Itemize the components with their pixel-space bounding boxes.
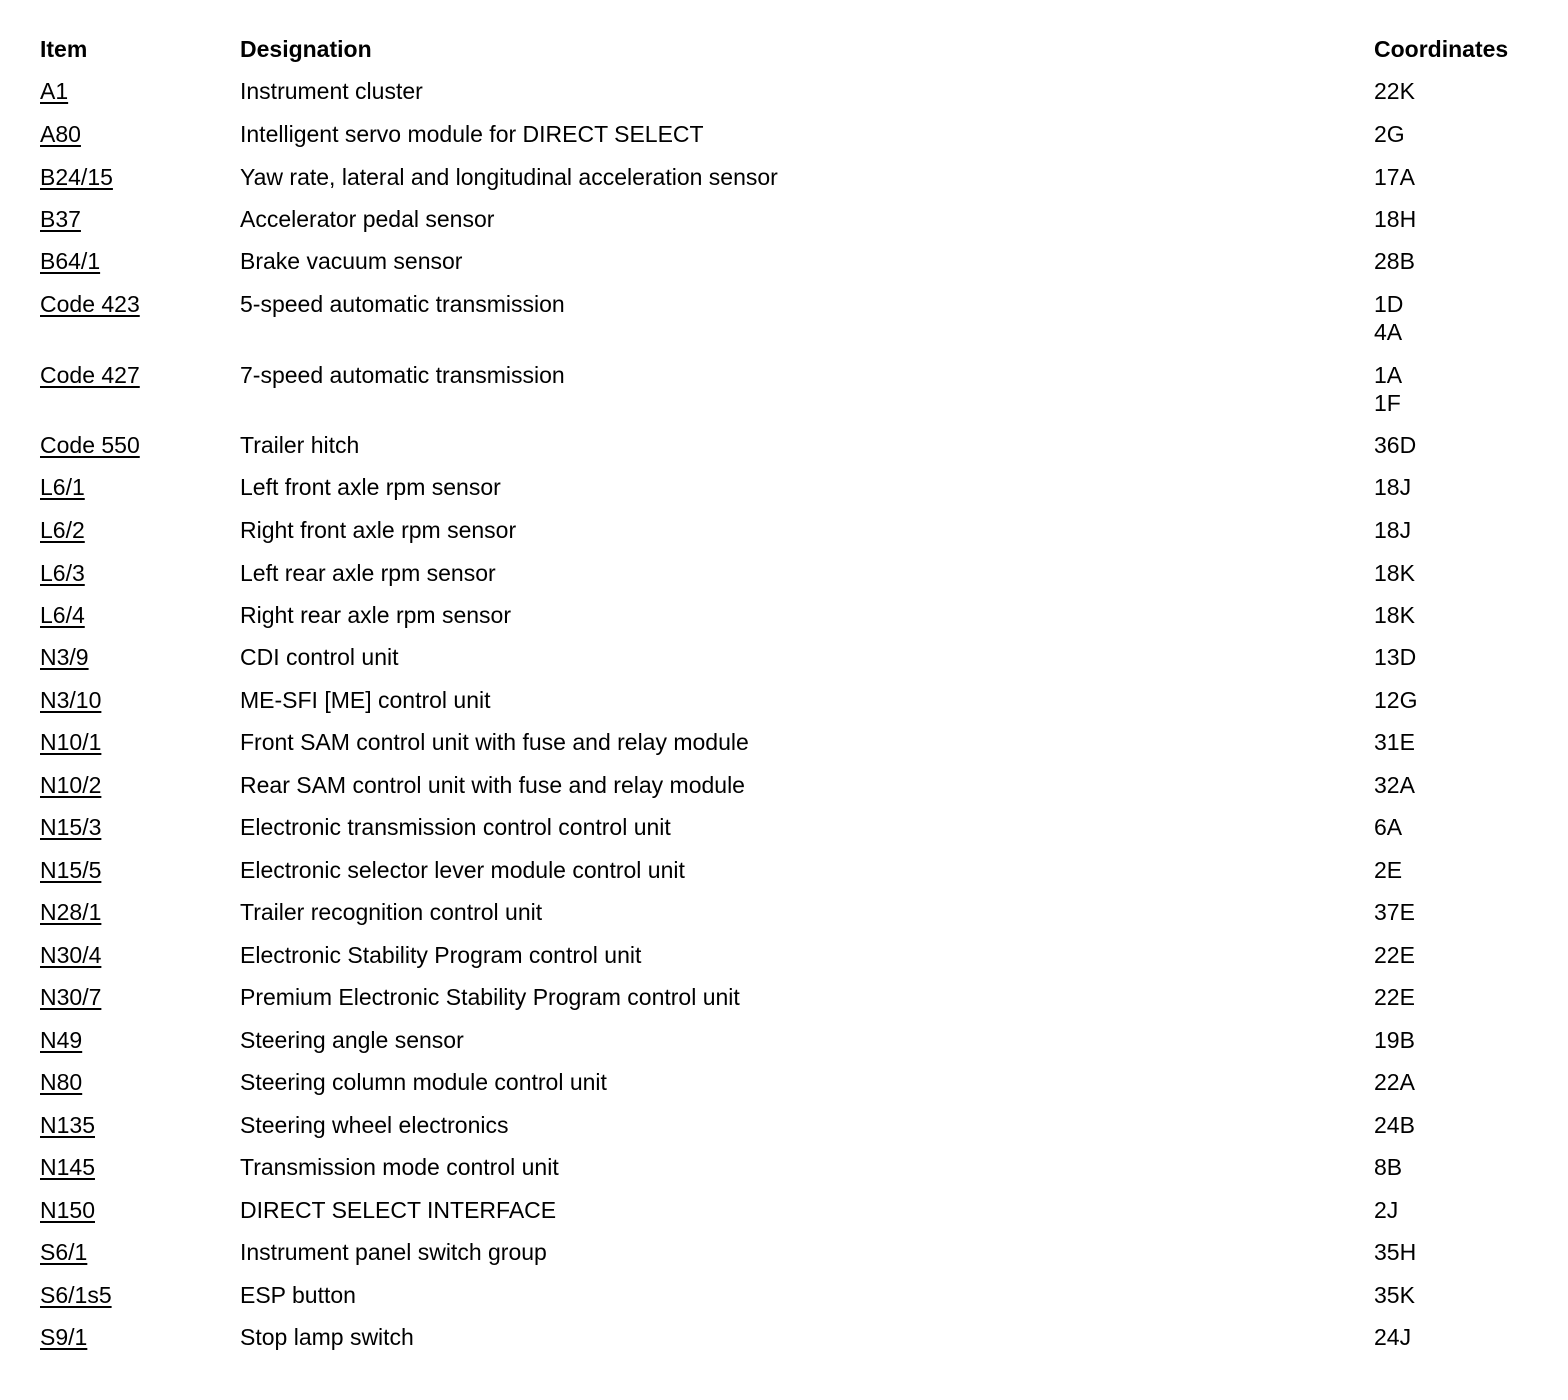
coordinates-cell (1374, 1323, 1411, 1351)
designation-text: ESP button (240, 1282, 356, 1308)
designation-text: Electronic selector lever module control unit (240, 857, 685, 883)
item-link[interactable]: S6/1 (40, 1239, 88, 1265)
item-link[interactable]: N150 (40, 1197, 95, 1223)
coordinate-value: 18K (1374, 560, 1415, 586)
designation-text: Stop lamp switch (240, 1324, 414, 1350)
coordinates-cell (1374, 1281, 1415, 1309)
coordinates-cell (1374, 290, 1403, 346)
coordinates-cell (1374, 1238, 1416, 1266)
item-link[interactable]: B24/15 (40, 164, 113, 190)
coordinate-value: 32A (1374, 772, 1415, 798)
coordinates-cell (1374, 516, 1411, 544)
item-link[interactable]: Code 550 (40, 432, 140, 458)
coordinate-value: 2G (1374, 121, 1405, 147)
designation-text: Transmission mode control unit (240, 1154, 559, 1180)
item-link[interactable]: N49 (40, 1027, 83, 1053)
coordinate-value: 24J (1374, 1324, 1412, 1350)
coordinates-cell (1374, 771, 1415, 799)
coordinate-value: 22E (1374, 984, 1415, 1010)
item-link[interactable]: N135 (40, 1112, 95, 1138)
item-link[interactable]: N15/5 (40, 857, 102, 883)
item-link[interactable]: S9/1 (40, 1324, 88, 1350)
designation-text: Intelligent servo module for DIRECT SELECT (240, 121, 704, 147)
coordinates-cell (1374, 431, 1416, 459)
coordinate-value: 18J (1374, 517, 1412, 543)
item-link[interactable]: N3/9 (40, 644, 89, 670)
item-link[interactable]: N145 (40, 1154, 95, 1180)
coordinate-value: 18K (1374, 602, 1415, 628)
coordinate-value: 22E (1374, 942, 1415, 968)
item-link[interactable]: N3/10 (40, 687, 102, 713)
coordinate-value: 18H (1374, 206, 1417, 232)
item-link[interactable]: S6/1s5 (40, 1282, 112, 1308)
designation-text: 5-speed automatic transmission (240, 291, 565, 317)
coordinates-cell (1374, 1153, 1402, 1181)
coordinate-value: 22A (1374, 1069, 1415, 1095)
coordinate-value: 22K (1374, 78, 1415, 104)
coordinates-cell (1374, 247, 1415, 275)
header-designation: Designation (240, 36, 372, 62)
coordinate-value: 36D (1374, 432, 1417, 458)
designation-text: Front SAM control unit with fuse and relay module (240, 729, 749, 755)
coordinates-cell (1374, 686, 1417, 714)
item-link[interactable]: B37 (40, 206, 81, 232)
designation-text: Left rear axle rpm sensor (240, 560, 496, 586)
item-link[interactable]: L6/3 (40, 560, 85, 586)
item-link[interactable]: N10/2 (40, 772, 102, 798)
coordinates-cell (1374, 601, 1415, 629)
designation-text: Electronic Stability Program control unit (240, 942, 642, 968)
coordinates-cell (1374, 856, 1402, 884)
designation-text: Premium Electronic Stability Program control unit (240, 984, 740, 1010)
designation-text: DIRECT SELECT INTERFACE (240, 1197, 557, 1223)
item-link[interactable]: Code 423 (40, 291, 140, 317)
coordinates-cell (1374, 1111, 1415, 1139)
item-link[interactable]: B64/1 (40, 248, 101, 274)
coordinate-value: 28B (1374, 248, 1415, 274)
coordinate-value: 6A (1374, 814, 1403, 840)
coordinates-cell (1374, 120, 1405, 148)
designation-text: Steering angle sensor (240, 1027, 464, 1053)
coordinate-value: 31E (1374, 729, 1415, 755)
item-link[interactable]: N30/7 (40, 984, 102, 1010)
designation-text: Right rear axle rpm sensor (240, 602, 511, 628)
coordinates-cell (1374, 1068, 1415, 1096)
designation-text: Steering wheel electronics (240, 1112, 509, 1138)
coordinate-value: 37E (1374, 899, 1415, 925)
designation-text: Steering column module control unit (240, 1069, 607, 1095)
coordinates-cell (1374, 559, 1415, 587)
item-link[interactable]: N30/4 (40, 942, 102, 968)
coordinate-value: 35K (1374, 1282, 1415, 1308)
item-link[interactable]: A80 (40, 121, 81, 147)
item-link[interactable]: L6/4 (40, 602, 85, 628)
designation-text: ME-SFI [ME] control unit (240, 687, 491, 713)
coordinates-cell (1374, 728, 1415, 756)
item-link[interactable]: L6/1 (40, 474, 85, 500)
designation-text: Yaw rate, lateral and longitudinal acceleration sensor (240, 164, 778, 190)
designation-text: CDI control unit (240, 644, 399, 670)
designation-text: Rear SAM control unit with fuse and relay module (240, 772, 745, 798)
coordinate-value: 18J (1374, 474, 1412, 500)
item-link[interactable]: A1 (40, 78, 69, 104)
coordinate-value: 35H (1374, 1239, 1417, 1265)
coordinates-cell (1374, 898, 1415, 926)
coordinates-cell (1374, 163, 1415, 191)
coordinate-value: 8B (1374, 1154, 1403, 1180)
coordinates-cell (1374, 1196, 1398, 1224)
coordinate-value: 1F (1374, 390, 1401, 416)
header-coordinates: Coordinates (1374, 36, 1509, 62)
designation-text: Trailer recognition control unit (240, 899, 543, 925)
item-link[interactable]: N10/1 (40, 729, 102, 755)
coordinate-value: 4A (1374, 319, 1403, 345)
designation-text: Electronic transmission control control unit (240, 814, 671, 840)
coordinates-cell (1374, 361, 1402, 417)
coordinates-cell (1374, 941, 1415, 969)
coordinates-cell (1374, 813, 1402, 841)
coordinates-cell (1374, 1026, 1415, 1054)
item-link[interactable]: L6/2 (40, 517, 85, 543)
designation-text: Left front axle rpm sensor (240, 474, 501, 500)
coordinates-cell (1374, 983, 1415, 1011)
designation-text: Instrument panel switch group (240, 1239, 547, 1265)
coordinate-value: 24B (1374, 1112, 1415, 1138)
designation-text: 7-speed automatic transmission (240, 362, 565, 388)
designation-text: Brake vacuum sensor (240, 248, 463, 274)
coordinate-value: 1A (1374, 362, 1403, 388)
designation-text: Instrument cluster (240, 78, 423, 104)
coordinates-cell (1374, 643, 1416, 671)
item-link[interactable]: N15/3 (40, 814, 102, 840)
coordinate-value: 17A (1374, 164, 1415, 190)
coordinate-value: 1D (1374, 291, 1404, 317)
coordinate-value: 19B (1374, 1027, 1415, 1053)
item-link[interactable]: N28/1 (40, 899, 102, 925)
designation-text: Right front axle rpm sensor (240, 517, 517, 543)
coordinates-cell (1374, 205, 1416, 233)
coordinate-value: 2J (1374, 1197, 1399, 1223)
designation-text: Accelerator pedal sensor (240, 206, 495, 232)
coordinates-cell (1374, 473, 1411, 501)
item-link[interactable]: Code 427 (40, 362, 140, 388)
coordinate-value: 12G (1374, 687, 1418, 713)
coordinates-cell (1374, 77, 1415, 105)
designation-text: Trailer hitch (240, 432, 360, 458)
coordinate-value: 13D (1374, 644, 1417, 670)
item-link[interactable]: N80 (40, 1069, 83, 1095)
header-item: Item (40, 36, 88, 62)
coordinate-value: 2E (1374, 857, 1403, 883)
